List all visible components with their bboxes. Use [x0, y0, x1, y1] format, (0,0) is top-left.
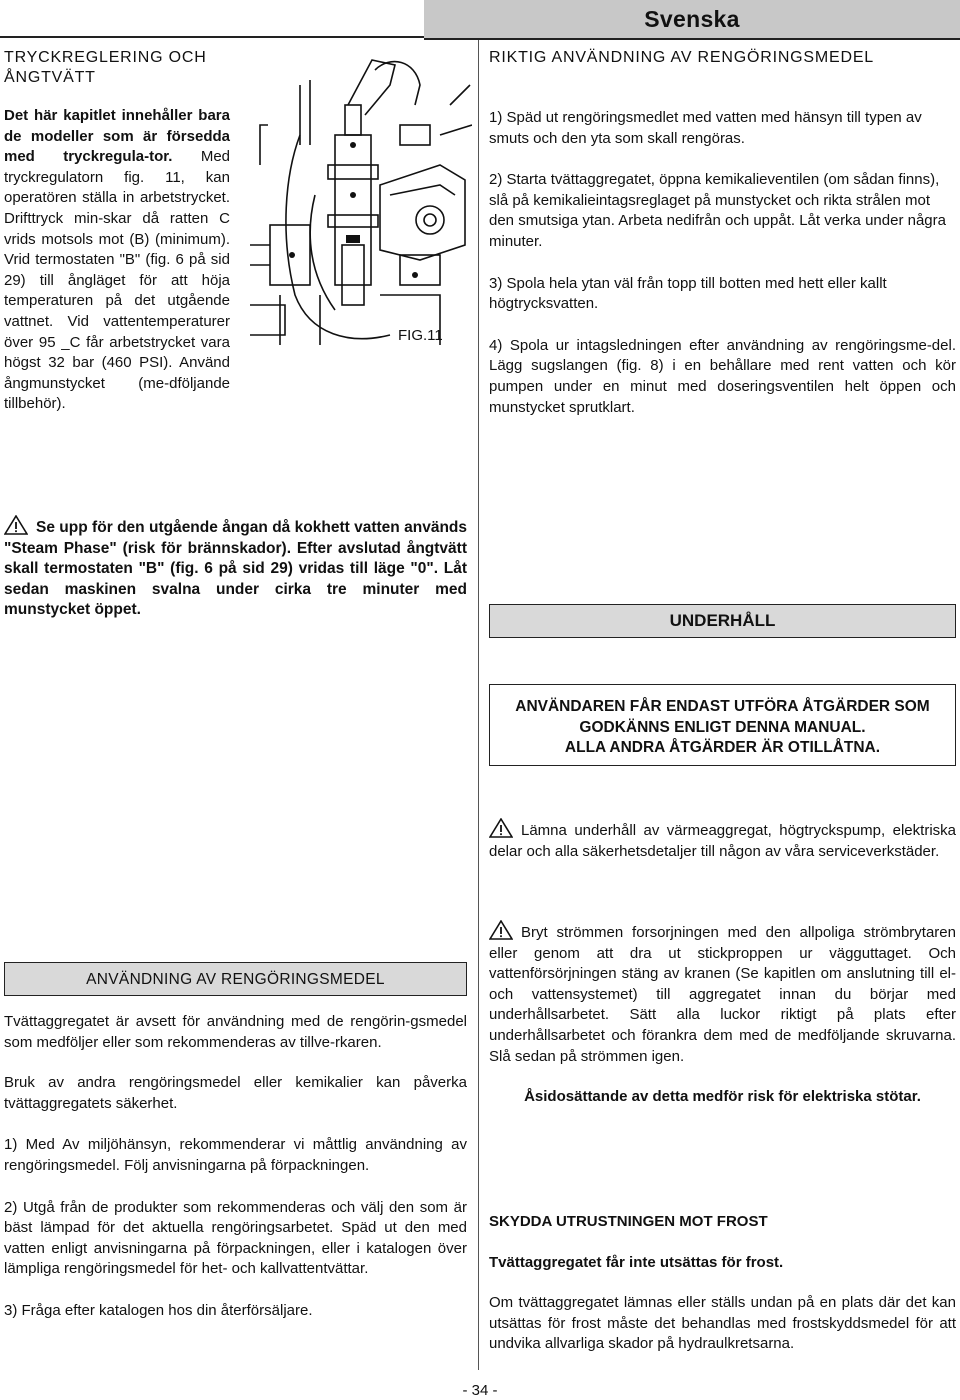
usage-step-4: 4) Spola ur intagsledningen efter användning av rengöringsme-del. Lägg sugslangen (fig. 8) i en behållare med rent vatten och kör pumpen under en minut med doseringsventilen helt öppen och munstycket sprutklart. — [489, 336, 956, 416]
detergent-para-3: 1) Med Av miljöhänsyn, rekommenderar vi måttlig användning av rengöringsmedel. Följ anvisningarna på förpackningen. — [4, 1136, 467, 1174]
column-divider — [478, 40, 479, 1370]
frost-bold: Tvättaggregatet får inte utsättas för frost. — [489, 1253, 784, 1271]
notice-line-1: ANVÄNDAREN FÅR ENDAST UTFÖRA ÅTGÄRDER SOM — [515, 698, 930, 715]
section-heading: RIKTIG ANVÄNDNING AV RENGÖRINGSMEDEL — [489, 49, 875, 66]
detergent-para-5: 3) Fråga efter katalogen hos din återförsäljare. — [4, 1301, 313, 1319]
frost-heading: SKYDDA UTRUSTNINGEN MOT FROST — [489, 1213, 768, 1230]
figure-11 — [240, 45, 472, 353]
intro-bold-text — [4, 106, 230, 415]
detergent-para-4: 2) Utgå från de produkter som rekommenderas och välj den som är bäst lämpad för det aktuella rengöringsarbetet. Späd ut den med vatten enligt anvisningarna på förpackningen, eller i katalogen över lämpliga rengöringsmedel för het- och kallvattentvättar. — [4, 1198, 467, 1278]
steam-warning-body: Se upp för den utgående ångan då kokhett vatten används "Steam Phase" (risk för brännskador). Efter avslutad ångtvätt skall termostaten "B" (fig. 6 på sid 29) vridas till läge "0". Låt sedan maskinen svalna under cirka tre minuter med munstycket öppet. — [4, 519, 467, 619]
page-header — [0, 0, 960, 40]
detergent-section — [4, 1012, 467, 1322]
electric-shock-warning: Åsidosättande av detta medför risk för elektriska stötar. — [524, 1088, 921, 1106]
language-label: Svenska — [424, 0, 960, 40]
section-heading: TRYCKREGLERING OCH ÅNGTVÄTT — [4, 49, 207, 86]
warning-icon — [4, 515, 28, 535]
pressure-section — [4, 48, 230, 415]
usage-step-1: 1) Späd ut rengöringsmedlet med vatten med hänsyn till typen av smuts och den yta som skall rengöras. — [489, 109, 922, 147]
steam-warning-text — [4, 515, 467, 621]
usage-step-2: 2) Starta tvättaggregatet, öppna kemikalieventilen (om sådan finns), slå på kemikalieintagsreglaget på munstycket och rikta strålen mot den smutsiga ytan. Arbeta nedifrån och uppåt. Låt verka under några minuter. — [489, 171, 946, 250]
frost-section — [489, 1212, 956, 1355]
notice-line-3: ALLA ANDRA ÅTGÄRDER ÄR OTILLÅTNA. — [564, 739, 881, 756]
usage-step-3: 3) Spola hela ytan väl från topp till botten med hett eller kallt högtrycksvatten. — [489, 274, 887, 313]
steam-warning — [4, 515, 467, 621]
pressure-regulator-illustration — [240, 45, 472, 353]
service-warning — [489, 818, 956, 862]
detergent-title: ANVÄNDNING AV RENGÖRINGSMEDEL — [4, 962, 467, 996]
power-warning — [489, 920, 956, 1108]
detergent-usage-section — [489, 48, 956, 418]
user-notice-box — [489, 684, 956, 766]
page-number: - 34 - — [462, 1382, 498, 1399]
power-warning-text — [489, 920, 956, 1067]
maintenance-title: UNDERHÅLL — [489, 604, 956, 638]
service-warning-text — [489, 818, 956, 862]
pressure-body: Med tryckregulatorn fig. 11, kan operatören ställa in arbetstrycket. Drifttryck min-skar då ratten C vrids motsols mot (B) (minimum). Vrid termostaten "B" (fig. 6 på sid 29) till ångläget för att höja temperaturen på det utgående vattnet. Vid vattentemperaturer över 95 _C får arbetstrycket vara högst 32 bar (460 PSI). Använd ångmunstycket (me-dföljande tillbehör). — [4, 148, 231, 413]
warning-icon — [489, 818, 513, 838]
header-rule — [0, 36, 424, 38]
notice-line-2: GODKÄNNS ENLIGT DENNA MANUAL. — [579, 718, 866, 736]
intro-bold: Det här kapitlet innehåller bara de modeller som är försedda med tryckregula-tor. — [4, 107, 230, 166]
detergent-para-2: Bruk av andra rengöringsmedel eller kemikalier kan påverka tvättaggregatets säkerhet. — [4, 1074, 467, 1112]
figure-label: FIG.11 — [398, 327, 443, 344]
warning-icon — [489, 920, 513, 940]
detergent-para-1: Tvättaggregatet är avsett för användning med de rengörin-gsmedel som medföljer eller som rekommenderas av tillve-rkaren. — [4, 1013, 467, 1051]
service-warning-body: Lämna underhåll av värmeaggregat, högtryckspump, elektriska delar och alla säkerhetsdetaljer till någon av våra serviceverkstäder. — [489, 822, 956, 860]
frost-body: Om tvättaggregatet lämnas eller ställs undan på en plats där det kan utsättas för frost måste det behandlas med frostskyddsmedel för att undvika allvarliga skador på hydraulkretsarna. — [489, 1294, 956, 1353]
power-warning-body: Bryt strömmen forsorjningen med den allpoliga strömbrytaren eller genom att dra ut stickproppen ur vägguttaget. Och vattenförsörjningen stäng av kranen (Se kapitlen om anslutning till el- och vattensystemet) till aggregatet innan du börjar med underhållsarbetet. Sätt alla luckor riktigt på plats efter underhållsarbetet och förankra dem med de medföljande skruvarna. Slå sedan på strömmen igen. — [489, 924, 956, 1065]
